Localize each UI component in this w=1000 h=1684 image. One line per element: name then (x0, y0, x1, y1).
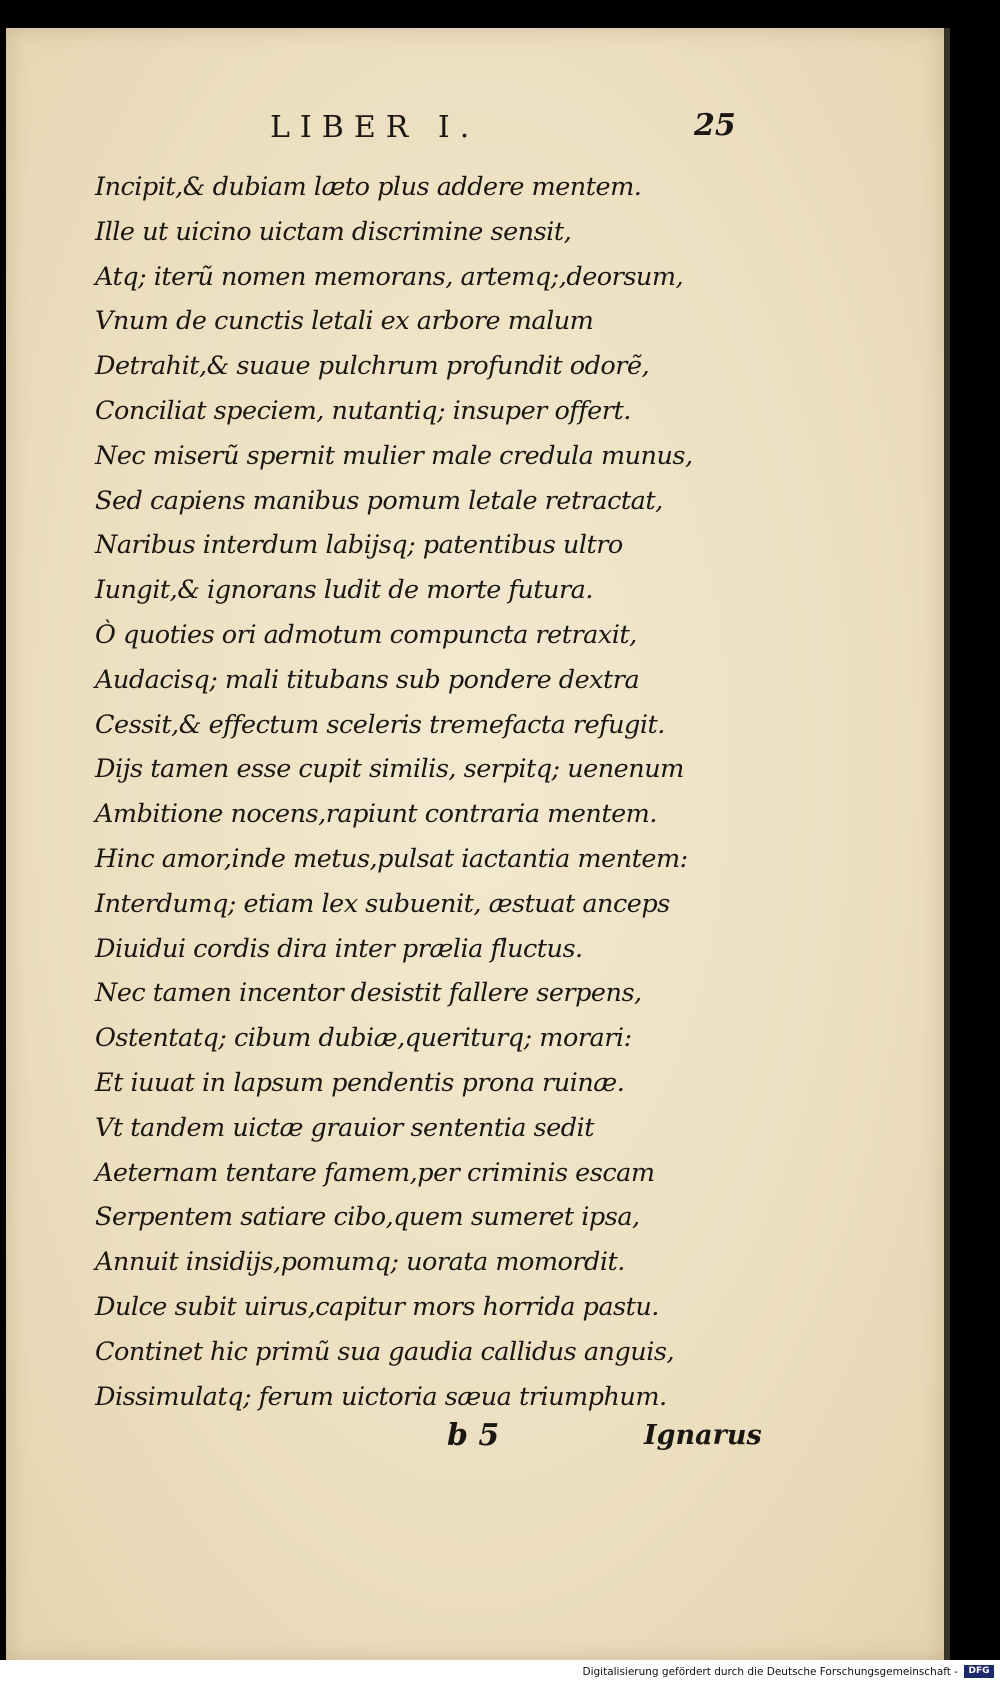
verse-line: Nec tamen incentor desistit fallere serpens, (95, 978, 642, 1009)
dfg-logo-icon: DFG (964, 1665, 994, 1678)
page-number: 25 (694, 108, 736, 143)
verse-line: Sed capiens manibus pomum letale retractat, (95, 485, 663, 516)
funding-credit: Digitalisierung gefördert durch die Deutsche Forschungsgemeinschaft - (582, 1666, 958, 1678)
verse-line: Interdumq; etiam lex subuenit, æstuat anceps (95, 888, 670, 919)
verse-line: Conciliat speciem, nutantiq; insuper offert. (95, 395, 631, 426)
verse-line: Vnum de cunctis letali ex arbore malum (95, 306, 594, 337)
verse-line: Iungit,& ignorans ludit de morte futura. (95, 575, 593, 606)
verse-line: Ostentatq; cibum dubiæ,queriturq; morari: (95, 1023, 632, 1054)
verse-line: Dissimulatq; ferum uictoria sæua triumphum. (95, 1381, 667, 1412)
catchword: Ignarus (644, 1420, 762, 1451)
verse-line: Serpentem satiare cibo,quem sumeret ipsa, (95, 1202, 640, 1233)
page-edge (944, 28, 950, 1660)
verse-line: Hinc amor,inde metus,pulsat iactantia mentem: (95, 843, 688, 874)
verse-line: Et iuuat in lapsum pendentis prona ruinæ. (95, 1067, 625, 1098)
verse-line: Dulce subit uirus,capitur mors horrida pastu. (95, 1291, 659, 1322)
verse-line: Atq; iterũ nomen memorans, artemq;,deorsum, (95, 261, 684, 292)
verse-text (95, 165, 795, 1419)
running-head: LIBER I. (270, 110, 480, 145)
verse-line: Ò quoties ori admotum compuncta retraxit, (95, 619, 637, 650)
verse-line: Continet hic primũ sua gaudia callidus anguis, (95, 1336, 675, 1367)
verse-line: Annuit insidijs,pomumq; uorata momordit. (95, 1247, 625, 1278)
verse-line: Diuidui cordis dira inter prælia fluctus. (95, 933, 583, 964)
verse-line: Ille ut uicino uictam discrimine sensit, (95, 216, 572, 247)
verse-line: Nec miserũ spernit mulier male credula munus, (95, 440, 693, 471)
verse-line: Audacisq; mali titubans sub pondere dextra (95, 664, 640, 695)
verse-line: Dijs tamen esse cupit similis, serpitq; uenenum (95, 754, 684, 785)
verse-line: Ambitione nocens,rapiunt contraria mentem. (95, 799, 657, 830)
verse-line: Cessit,& effectum sceleris tremefacta refugit. (95, 709, 665, 740)
verse-line: Naribus interdum labijsq; patentibus ultro (95, 530, 623, 561)
verse-line: Vt tandem uictæ grauior sententia sedit (95, 1112, 594, 1143)
verse-line: Incipit,& dubiam læto plus addere mentem. (95, 172, 642, 202)
verse-line: Detrahit,& suaue pulchrum profundit odorẽ, (95, 351, 650, 382)
signature-mark: b 5 (447, 1418, 500, 1453)
verse-line: Aeternam tentare famem,per criminis escam (95, 1157, 655, 1188)
